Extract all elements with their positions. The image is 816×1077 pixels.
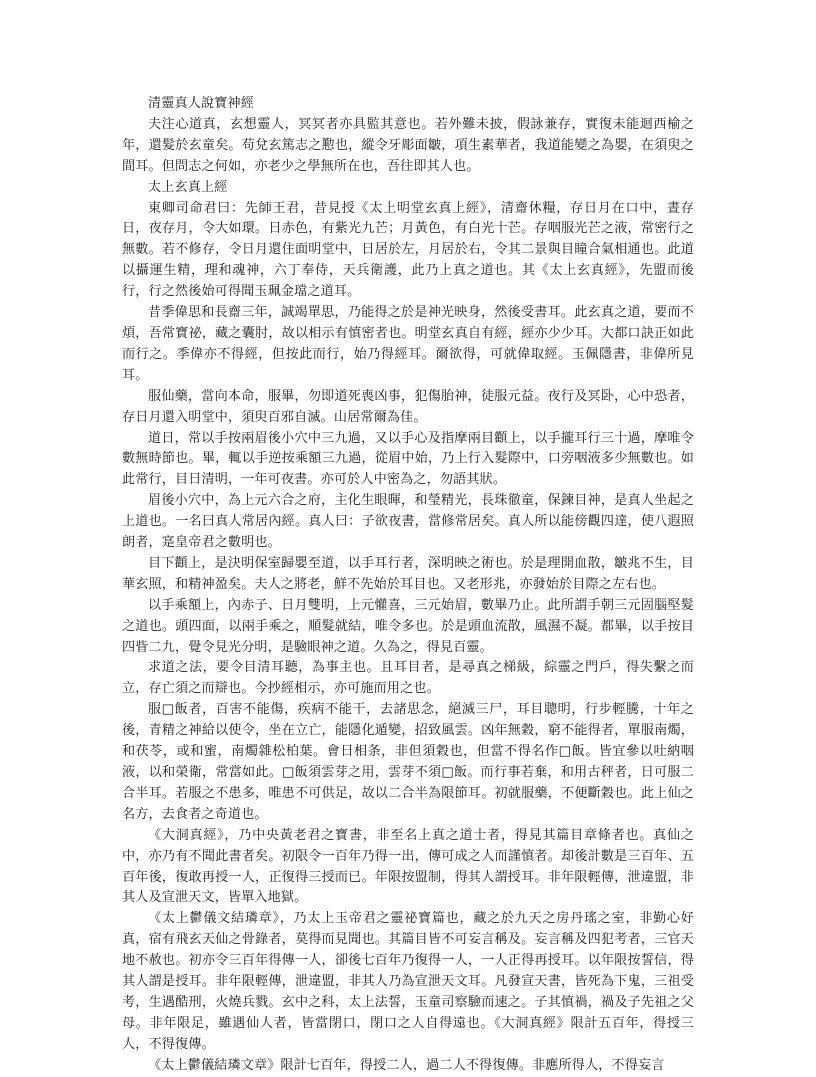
scripture-page bbox=[122, 94, 694, 1077]
body-paragraph: 求道之法，要令目清耳聽，為事主也。且耳目者，是尋真之梯級，綜靈之門戶，得失繫之而立，存亡須之而辯也。今抄經相示，亦可施而用之也。 bbox=[122, 660, 694, 697]
body-paragraph: 以手乘額上，內赤子、日月雙明，上元懽喜，三元始眉，數畢乃止。此所謂手朝三元固腦堅髮之道也。頭四面，以兩手乘之，順髮就結，唯令多也。於是頭血流散，風濕不凝。都畢，以手按目四眥二九，覺令見光分明，是驗眼神之道。久為之，得見百靈。 bbox=[122, 597, 694, 655]
body-paragraph: 眉後小穴中，為上元六合之府，主化生眼暉，和瑩精光，長珠徹童，保鍊目神，是真人坐起之上道也。一名曰真人常居內經。真人曰：子欲夜書，當修常居矣。真人所以能傍觀四達，使八遐照朗者，寔皇帝君之數明也。 bbox=[122, 493, 694, 551]
section-title: 太上玄真上經 bbox=[148, 179, 228, 195]
body-paragraph: 《大洞真經》，乃中央黃老君之寶書，非至名上真之道士者，得見其篇目章條者也。真仙之中，亦乃有不聞此書者矣。初限令一百年乃得一出，傳可成之人而謹慎者。却後計數是三百年、五百年後，復敢再授一人，正復得三授而已。年限按盟制，得其人謂授耳。非年限輕傳，泄違盟，非其人及宣泄天文，皆單入地獄。 bbox=[122, 827, 694, 906]
body-paragraph: 東卿司命君曰：先師王君，昔見授《太上明堂玄真上經》，清齋休糧，存日月在口中，晝存日，夜存月，令大如環。日赤色，有紫光九芒；月黃色，有白光十芒。存咽服光芒之液，常密行之無數。若不修存，令日月還住面明堂中，日居於左，月居於右，令其二景與目瞳合氣相通也。此道以攝運生精，理和魂神，六丁奉侍，天兵衛護，此乃上真之道也。其《太上玄真經》，先盟而後行，行之然後始可得聞玉珮金璫之道耳。 bbox=[122, 200, 694, 300]
intro-paragraph: 夫注心道真，玄想靈人，冥冥者亦具監其意也。若外難未披，假詠兼存，實復未能迴西榆之年，還髮於玄童矣。苟兌玄篤志之懃也，縱令牙彫面皺，項生素華者，我道能變之為嬰，在須臾之間耳。但問志之何如，亦老少之學無所在也，吾往即其人也。 bbox=[122, 116, 694, 174]
body-paragraph: 目下顴上，是決明保室歸嬰至道，以手耳行者，深明映之術也。於是理開血散，皺兆不生，目華玄照，和精神盈矣。夫人之將老，鮮不先始於耳目也。又老形兆，亦發始於目際之左右也。 bbox=[122, 555, 694, 592]
body-paragraph: 《太上鬱儀文結璘章》，乃太上玉帝君之靈祕寶篇也，藏之於九天之房丹瑤之室，非勤心好真，宿有飛玄天仙之骨錄者，莫得而見聞也。其篇目皆不可妄言稱及。妄言稱及四犯考者，三官天地不赦也。初亦令三百年得傳一人，卻後七百年乃復得一人，一人正得再授耳。以年限按誓信，得其人謂是授耳。非年限輕傳，泄違盟，非其人乃為宣泄天文耳。凡發宣天書，皆死為下鬼，三祖受考，生遇酷刑，火燒兵戮。玄中之科，太上法誓，玉童司察驗而速之。子其慎禍，禍及子先祖之父母。非年限足，雖遇仙人者，皆當閉口，閉口之人自得遠也。《大洞真經》限計五百年，得授三人，不得復傳。 bbox=[122, 911, 694, 1052]
body-paragraph: 服仙藥，當向本命，服畢，勿即道死喪凶事，犯傷胎神，徒服元益。夜行及冥卧，心中恐者，存日月還入明堂中，須臾百邪自滅。山居常爾為佳。 bbox=[122, 388, 694, 425]
body-paragraph: 《太上鬱儀結璘文章》限計七百年，得授二人，過二人不得復傳。非應所得人，不得妄言 bbox=[148, 1057, 665, 1073]
body-paragraph: 服□飯者，百害不能傷，疾病不能干，去諸思念，絕滅三尸，耳目聰明，行步輕騰，十年之後，青精之神給以使令，坐在立亡，能隱化遁變，招致風雲。凶年無穀，窮不能得者，單服南燭，和茯苓，或和蜜，南燭雜松柏葉。會日相条，非但須穀也，但當不得名作□飯。皆宜參以吐納咽液，以和榮衛，常當如此。□飯須雲芽之用，雲芽不須□飯。而行事若棄，和用古秤者，日可服二合半耳。若服之不患多，唯患不可供足，故以二合半為限節耳。初就服藥，不便斷穀也。此上仙之名方，去食者之奇道也。 bbox=[122, 702, 694, 822]
body-paragraph: 道日，常以手按兩眉後小穴中三九過，又以手心及指摩兩目顴上，以手攏耳行三十過，摩唯令數無時節也。畢，輒以手逆按乘額三九過，從眉中始，乃上行入髮際中，口旁咽液多少無數也。如此常行，目日清明，一年可夜書。亦可於人中密為之，勿語其狀。 bbox=[122, 430, 694, 488]
body-paragraph: 昔季偉思和長齋三年，誠竭單思，乃能得之於是神光映身，然後受書耳。此玄真之道，要而不煩，吾常寶祕，藏之囊肘，故以相示有慎密者也。明堂玄真自有經，經亦少少耳。大都口訣正如此而行之。季偉亦不得經，但按此而行，始乃得經耳。爾欲得，可就偉取經。玉佩隱書，非偉所見耳。 bbox=[122, 305, 694, 383]
scripture-title: 清靈真人說寶神經 bbox=[148, 96, 254, 111]
